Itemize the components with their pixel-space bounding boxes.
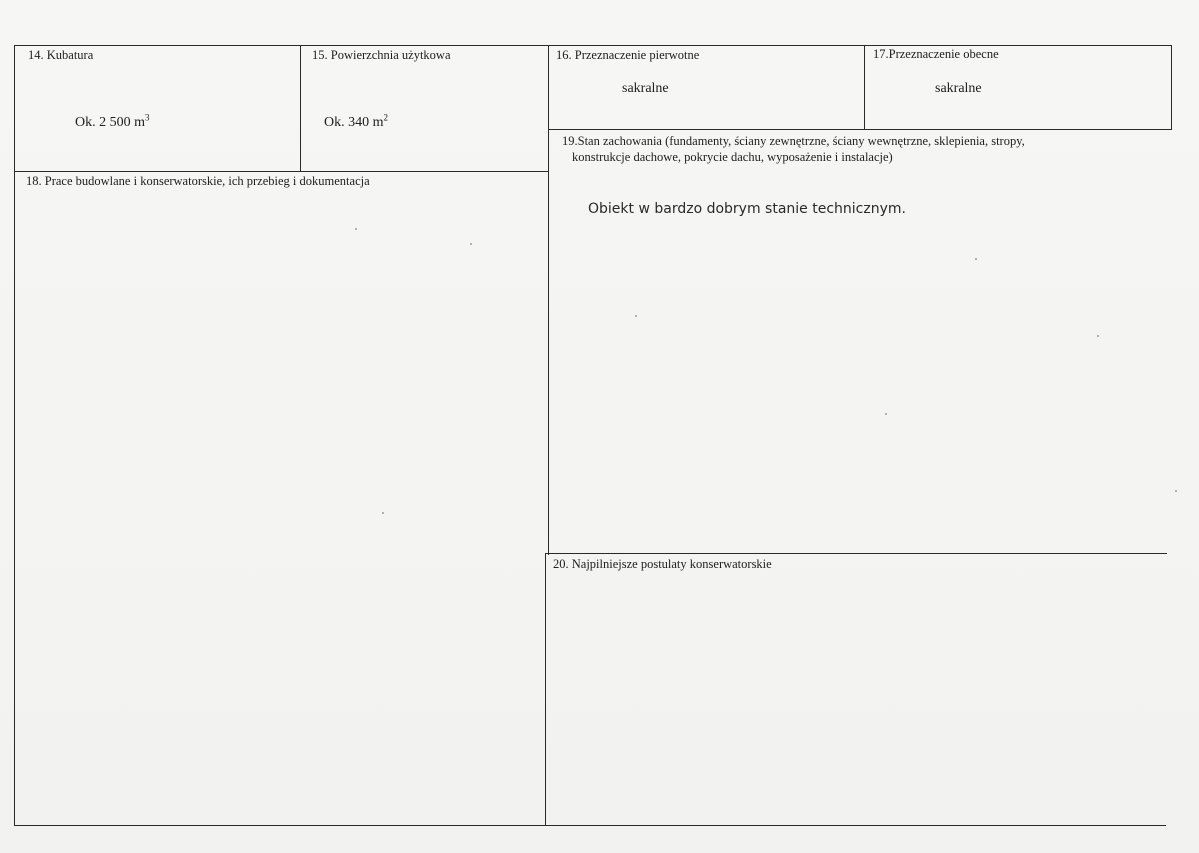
scan-speck xyxy=(1097,335,1099,337)
field-17-label: 17.Przeznaczenie obecne xyxy=(873,47,999,61)
row-divider-20 xyxy=(545,553,1167,554)
field-14-unit-sup: 3 xyxy=(145,112,150,123)
scan-speck xyxy=(355,228,357,230)
scan-speck xyxy=(975,258,977,260)
field-14-value xyxy=(75,112,150,131)
field-18-label: 18. Prace budowlane i konserwatorskie, ich przebieg i dokumentacja xyxy=(26,174,370,188)
field-20-label: 20. Najpilniejsze postulaty konserwatorskie xyxy=(553,557,772,571)
scan-speck xyxy=(1175,490,1177,492)
bottom-border xyxy=(14,825,1166,826)
field-14-value-text: Ok. 2 500 m xyxy=(75,115,145,130)
field-16-label: 16. Przeznaczenie pierwotne xyxy=(556,48,700,62)
divider-14-15 xyxy=(300,45,301,171)
field-19-label-line1: 19.Stan zachowania (fundamenty, ściany zewnętrzne, ściany wewnętrzne, sklepienia, stropy, xyxy=(562,134,1025,148)
divider-left-right-lower xyxy=(545,553,546,826)
scan-speck xyxy=(470,243,472,245)
left-border xyxy=(14,45,15,826)
field-19-value: Obiekt w bardzo dobrym stanie technicznym. xyxy=(588,201,906,217)
field-15-unit-sup: 2 xyxy=(383,112,388,123)
row-divider-18 xyxy=(14,171,549,172)
field-17-value: sakralne xyxy=(935,81,982,96)
row-divider-19 xyxy=(548,129,1172,130)
field-15-value xyxy=(324,112,388,131)
divider-16-17 xyxy=(864,45,865,130)
field-14-label: 14. Kubatura xyxy=(28,48,94,62)
scan-speck xyxy=(635,315,637,317)
scan-speck xyxy=(382,512,384,514)
field-16-value: sakralne xyxy=(622,81,669,96)
divider-left-right xyxy=(548,45,549,555)
top-border xyxy=(14,45,1172,46)
field-15-label: 15. Powierzchnia użytkowa xyxy=(312,48,451,62)
right-border xyxy=(1171,45,1172,130)
scan-speck xyxy=(885,413,887,415)
field-15-value-text: Ok. 340 m xyxy=(324,115,384,130)
field-19-label-line2: konstrukcje dachowe, pokrycie dachu, wyposażenie i instalacje) xyxy=(572,150,893,164)
